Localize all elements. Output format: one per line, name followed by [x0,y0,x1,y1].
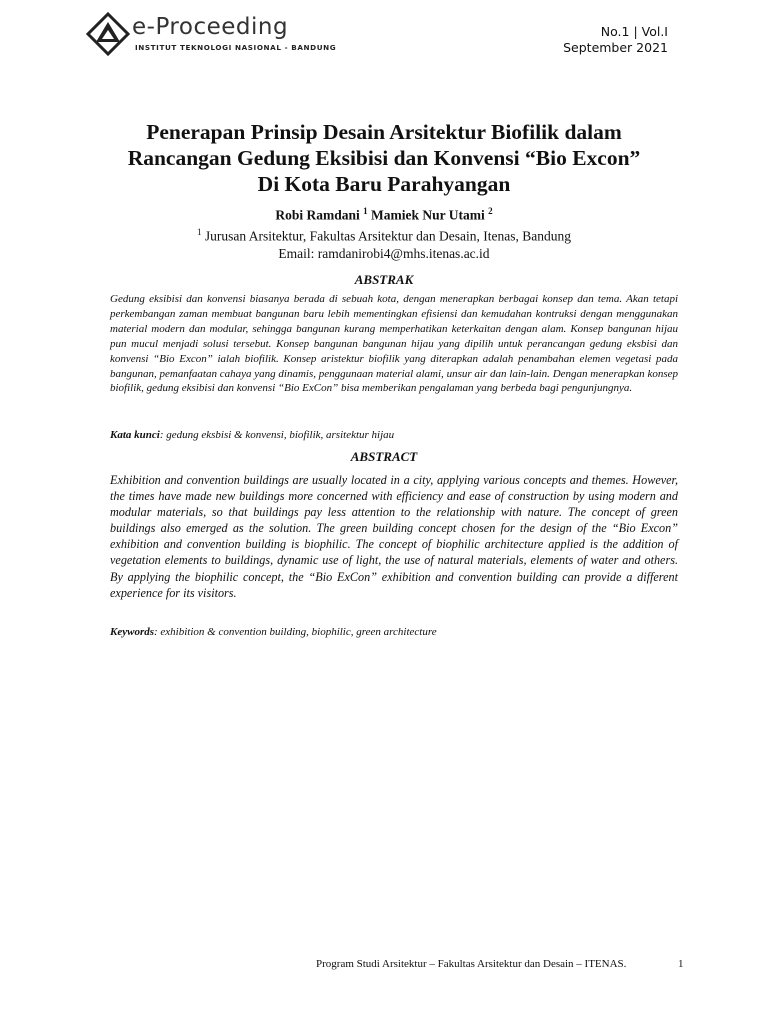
issue-date: September 2021 [563,40,668,55]
author-superscript: 1 [363,206,368,216]
title-line: Rancangan Gedung Eksibisi dan Konvensi “Bio Excon” [127,146,641,170]
affiliation [60,224,708,245]
keywords-label: Keywords [110,626,154,638]
abstrak-keywords [110,429,678,441]
affiliation-superscript: 1 [196,227,202,237]
abstract-heading: ABSTRACT [350,449,418,464]
title-line: Di Kota Baru Parahyangan [257,172,511,196]
author-list [60,206,708,224]
author-email: Email: ramdanirobi4@mhs.itenas.ac.id [278,245,490,261]
abstrak-text: Gedung eksibisi dan konvensi biasanya berada di sebuah kota, dengan menerapkan berbagai konsep dan tema. Akan tetapi perkembangan zaman membuat bangunan baru lebih mementingkan efisiensi dan kemudahan kontruksi dengan menggunakan material modern dan modular, sehingga bangunan kurang memperhatikan keterkaitan dengan alam. Konsep bangunan hijau pun mucul menjadi solusi tersebut. Konsep bangunan bangunan hijau yang dipilih untuk perancangan gedung eksbisi dan konvensi “Bio Excon” ialah biofilik. Konsep aristektur biofilik yang diterapkan adalah penambahan elemen vegetasi pada bangunan, pemanfaatan cahaya yang dinamis, penggunaan material alami, unsur air dan lain-lain. Dengan menerapkan konsep biofilik, gedung eksibisi dan konvensi “Bio ExCon” bisa memberikan pengalaman yang berbeda bagi pengunjungnya. [110,293,678,395]
abstrak-heading: ABSTRAK [354,272,414,287]
page-footer: Program Studi Arsitektur – Fakultas Arsitektur dan Desain – ITENAS. [316,958,627,970]
author-name: Robi Ramdani [275,207,360,223]
issue-number: No.1 | Vol.I [600,24,668,39]
keywords-text: : gedung eksbisi & konvensi, biofilik, arsitektur hijau [159,429,395,441]
keywords-label: Kata kunci [110,429,160,441]
issue-info [563,24,668,56]
author-superscript: 2 [488,206,493,216]
abstract-keywords [110,626,678,638]
affiliation-text: Jurusan Arsitektur, Fakultas Arsitektur dan Desain, Itenas, Bandung [204,228,572,244]
author-name: Mamiek Nur Utami [371,207,485,223]
diamond-logo-icon [86,12,130,56]
keywords-text: : exhibition & convention building, biophilic, green architecture [154,626,437,638]
abstract-text: Exhibition and convention buildings are usually located in a city, applying various concepts and themes. However, the times have made new buildings more concerned with efficiency and ease of construction by using modern and modular materials, so that buildings pay less attention to the relationship with nature. The concept of green buildings also emerged as the solution. The green building concept chosen for the design of the “Bio Excon” exhibition and convention building is biophilic. The concept of biophilic architecture applied is the addition of vegetation elements to buildings, dynamic use of light, the use of natural materials, elements of water and others. By applying the biophilic concept, the “Bio ExCon” exhibition and convention building can provide a different experience for its visitors. [110,473,678,600]
logo-subtitle: INSTITUT TEKNOLOGI NASIONAL - BANDUNG [135,43,337,52]
paper-title [60,119,708,197]
title-line: Penerapan Prinsip Desain Arsitektur Biofilik dalam [146,120,622,144]
affiliation-block [60,224,708,262]
e-proceeding-logo [86,12,337,58]
page-number: 1 [678,958,684,970]
logo-title: e-Proceeding [132,14,289,40]
